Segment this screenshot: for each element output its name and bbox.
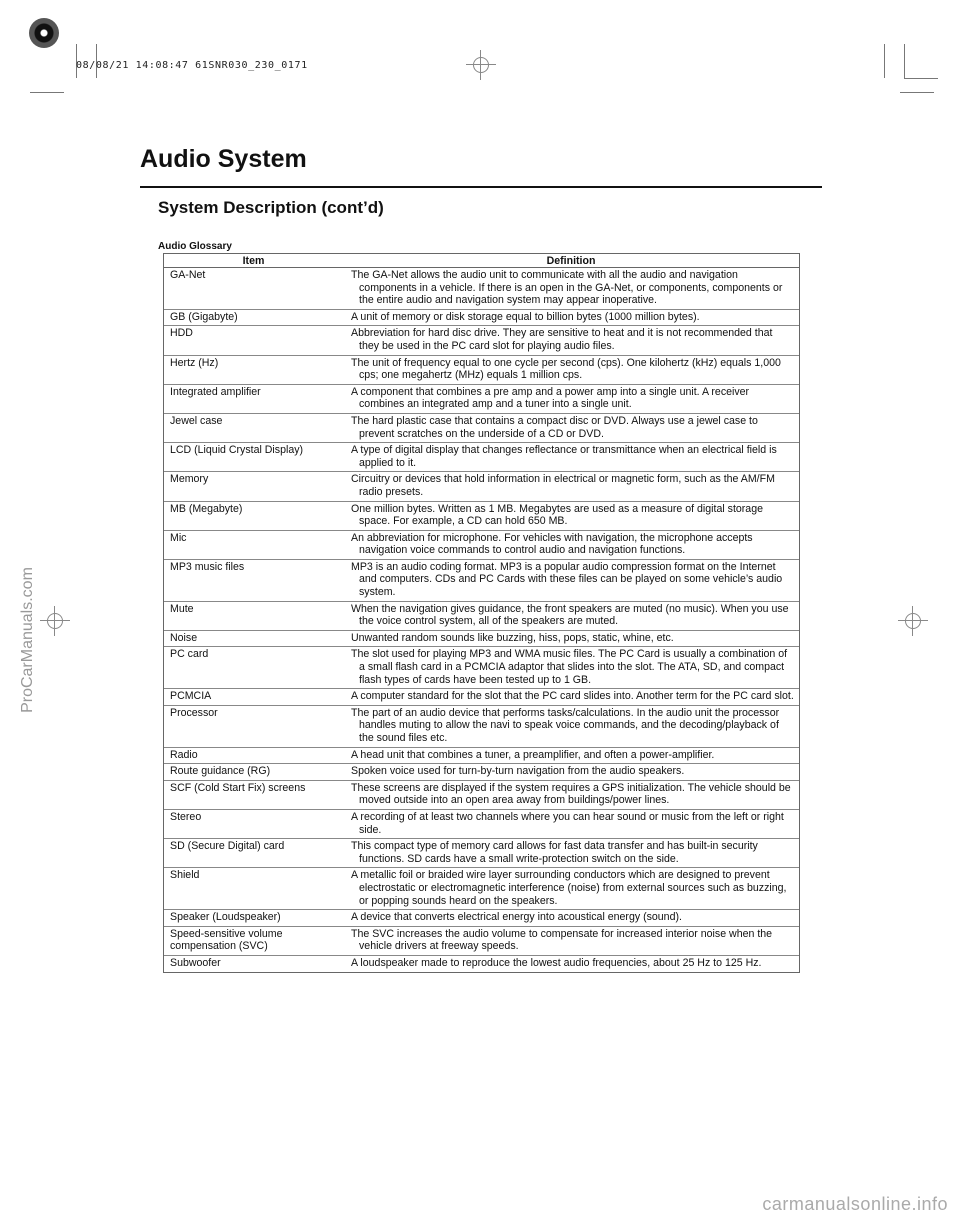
table-row [164,910,799,927]
glossary-term: Mic [170,531,187,544]
glossary-definition: The part of an audio device that performs tasks/calculations. In the audio unit the processor handles muting to allow the navi to speak voice commands, and the decoding/playback of the sound files etc. [351,706,780,744]
table-row [164,268,799,310]
glossary-definition: Abbreviation for hard disc drive. They are sensitive to heat and it is not recommended that they be used in the PC card slot for playing audio files. [351,327,773,352]
glossary-definition: A recording of at least two channels where you can hear sound or music from the left or right side. [351,810,784,836]
table-row [164,810,799,839]
table-caption: Audio Glossary [158,241,232,252]
registration-dot-icon [29,18,59,48]
column-header-item: Item [242,255,265,267]
glossary-term: SCF (Cold Start Fix) screens [170,781,306,794]
table-row [164,689,799,706]
side-watermark: ProCarManuals.com [19,567,36,713]
table-row [164,531,799,560]
footer-watermark: carmanualsonline.info [762,1194,948,1214]
glossary-definition: When the navigation gives guidance, the front speakers are muted (no music). When you use the voice control system, all of the speakers are muted. [351,602,789,628]
crop-mark [30,92,64,93]
glossary-term: Radio [170,748,198,761]
table-row [164,781,799,810]
glossary-term: Processor [170,706,218,719]
table-row [164,502,799,531]
glossary-definition: A loudspeaker made to reproduce the lowest audio frequencies, about 25 Hz to 125 Hz. [351,956,762,969]
table-row [164,443,799,472]
table-row [164,385,799,414]
glossary-definition: Unwanted random sounds like buzzing, hiss, pops, static, whine, etc. [351,631,674,644]
glossary-definition: Spoken voice used for turn-by-turn navigation from the audio speakers. [351,765,685,778]
glossary-term: Stereo [170,810,202,823]
crop-mark [904,44,905,78]
glossary-definition: The GA-Net allows the audio unit to communicate with all the audio and navigation components in a vehicle. If there is an open in the GA-Net, or components, components or the entire audio and navigation system may appear inoperative. [351,269,783,307]
glossary-definition: A type of digital display that changes reflectance or transmittance when an electrical field is applied to it. [351,444,777,469]
glossary-definition: A head unit that combines a tuner, a preamplifier, and often a power-amplifier. [351,748,715,761]
glossary-term: Speed-sensitive volume compensation (SVC) [170,927,283,953]
table-row [164,748,799,765]
table-body [164,268,799,972]
crop-mark [900,92,934,93]
glossary-term: Mute [170,602,194,615]
table-row [164,560,799,602]
crop-mark [884,44,885,78]
glossary-definition: One million bytes. Written as 1 MB. Megabytes are used as a measure of digital storage space. For example, a CD can hold 650 MB. [351,502,763,528]
table-row [164,602,799,631]
glossary-term: HDD [170,327,193,340]
glossary-definition: Circuitry or devices that hold information in electrical or magnetic form, such as the AM/FM radio presets. [351,473,775,498]
glossary-term: Noise [170,631,198,644]
glossary-definition: A computer standard for the slot that the PC card slides into. Another term for the PC card slot. [351,690,794,703]
glossary-definition: The slot used for playing MP3 and WMA music files. The PC Card is usually a combination of a small flash card in a PCMCIA adaptor that slides into the slot. The ATA, SD, and compact flash types of cards have been tested up to 1 GB. [351,648,788,686]
glossary-term: MP3 music files [170,560,245,573]
glossary-term: Subwoofer [170,956,221,969]
glossary-table [163,253,800,973]
glossary-term: Jewel case [170,414,223,427]
glossary-definition: A metallic foil or braided wire layer surrounding conductors which are designed to prevent electrostatic or electromagnetic interference (noise) from external sources such as buzzing, or popping sounds heard on the speakers. [351,869,787,907]
glossary-definition: MP3 is an audio coding format. MP3 is a popular audio compression format on the Internet and computers. CDs and PC Cards with these files can be played on some vehicle’s audio system. [351,560,783,599]
glossary-term: SD (Secure Digital) card [170,840,285,853]
glossary-term: Route guidance (RG) [170,765,271,778]
section-title: System Description (cont’d) [158,198,384,217]
table-row [164,310,799,327]
glossary-term: Hertz (Hz) [170,356,219,369]
table-row [164,706,799,748]
glossary-term: PCMCIA [170,690,212,703]
glossary-term: MB (Megabyte) [170,502,243,515]
table-row [164,414,799,443]
glossary-definition: These screens are displayed if the system requires a GPS initialization. The vehicle should be moved outside into an open area away from buildings/power lines. [351,781,791,807]
glossary-term: Shield [170,869,200,882]
glossary-definition: A component that combines a pre amp and a power amp into a single unit. A receiver combines an integrated amp and a tuner into a single unit. [351,385,750,411]
glossary-term: Memory [170,473,209,486]
crop-mark [904,78,938,79]
glossary-definition: A device that converts electrical energy into acoustical energy (sound). [351,911,682,924]
crosshair-icon [898,606,928,636]
crosshair-icon [466,50,496,80]
table-row [164,868,799,910]
glossary-definition: An abbreviation for microphone. For vehicles with navigation, the microphone accepts navigation voice commands to control audio and navigation functions. [351,531,753,557]
table-row [164,631,799,648]
glossary-definition: A unit of memory or disk storage equal to billion bytes (1000 million bytes). [351,310,700,323]
table-row [164,356,799,385]
glossary-term: Integrated amplifier [170,385,261,398]
glossary-term: LCD (Liquid Crystal Display) [170,444,304,457]
glossary-definition: The hard plastic case that contains a compact disc or DVD. Always use a jewel case to prevent scratches on the underside of a CD or DVD. [351,414,758,440]
page-title: Audio System [140,145,307,173]
crosshair-icon [40,606,70,636]
table-header [164,254,799,268]
print-timestamp: 08/08/21 14:08:47 61SNR030_230_0171 [76,60,308,71]
glossary-term: GA-Net [170,269,206,281]
table-row [164,839,799,868]
table-row [164,326,799,355]
column-header-definition: Definition [546,255,596,267]
glossary-term: PC card [170,648,209,661]
title-rule [140,186,822,188]
glossary-term: GB (Gigabyte) [170,310,238,323]
glossary-term: Speaker (Loudspeaker) [170,911,281,924]
table-row [164,956,799,972]
table-row [164,927,799,956]
glossary-definition: The unit of frequency equal to one cycle per second (cps). One kilohertz (kHz) equals 1,000 cps; one megahertz (MHz) equals 1 million cps. [351,356,781,382]
table-row [164,764,799,781]
glossary-definition: This compact type of memory card allows for fast data transfer and has built-in security functions. SD cards have a small write-protection switch on the side. [351,840,758,865]
glossary-definition: The SVC increases the audio volume to compensate for increased interior noise when the vehicle drivers at freeway speeds. [351,927,773,953]
table-row [164,647,799,689]
table-row [164,472,799,501]
